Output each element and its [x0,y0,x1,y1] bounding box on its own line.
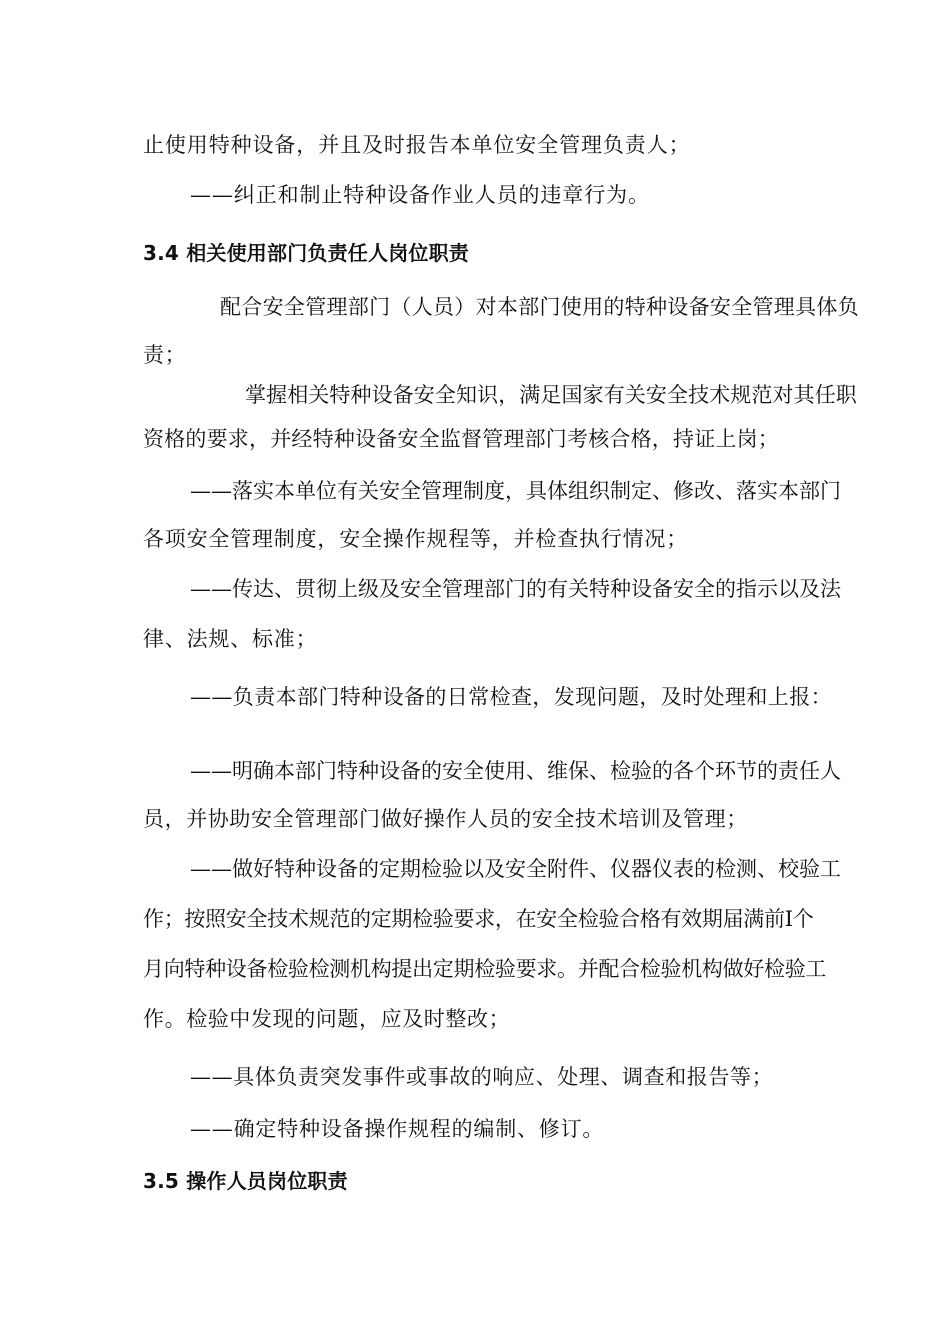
text-line: 资格的要求，并经特种设备安全监督管理部门考核合格，持证上岗； [143,427,779,451]
text-line: 止使用特种设备，并且及时报告本单位安全管理负责人； [143,133,691,157]
text-line: 员，并协助安全管理部门做好操作人员的安全技术培训及管理； [143,807,748,831]
text-line: 配合安全管理部门（人员）对本部门使用的特种设备安全管理具体负 [220,295,859,319]
text-line: 责； [143,343,187,367]
text-line: ——负责本部门特种设备的日常检查，发现问题，及时处理和上报： [190,685,832,709]
text-line: 月向特种设备检验检测机构提出定期检验要求。并配合检验机构做好检验工 [143,957,827,981]
section-heading-3-5: 3.5 操作人员岗位职责 [143,1169,348,1193]
text-line: ——落实本单位有关安全管理制度，具体组织制定、修改、落实本部门 [190,479,841,503]
section-heading-3-4: 3.4 相关使用部门负责任人岗位职责 [143,241,469,265]
text-line: 作。检验中发现的问题，应及时整改； [143,1007,511,1031]
text-line: ——明确本部门特种设备的安全使用、维保、检验的各个环节的责任人 [190,759,841,783]
text-line: ——具体负责突发事件或事故的响应、处理、调查和报告等； [190,1065,774,1089]
text-line: 律、法规、标准； [143,627,318,651]
text-line: ——纠正和制止特种设备作业人员的违章行为。 [190,183,650,207]
text-line: 作；按照安全技术规范的定期检验要求，在安全检验合格有效期届满前Ⅰ个 [143,907,814,931]
text-line: ——传达、贯彻上级及安全管理部门的有关特种设备安全的指示以及法 [190,577,841,601]
text-line: ——做好特种设备的定期检验以及安全附件、仪器仪表的检测、校验工 [190,857,841,881]
text-line: 各项安全管理制度，安全操作规程等，并检查执行情况； [143,527,688,551]
text-line: ——确定特种设备操作规程的编制、修订。 [190,1117,605,1141]
text-line: 掌握相关特种设备安全知识，满足国家有关安全技术规范对其任职 [245,383,857,407]
